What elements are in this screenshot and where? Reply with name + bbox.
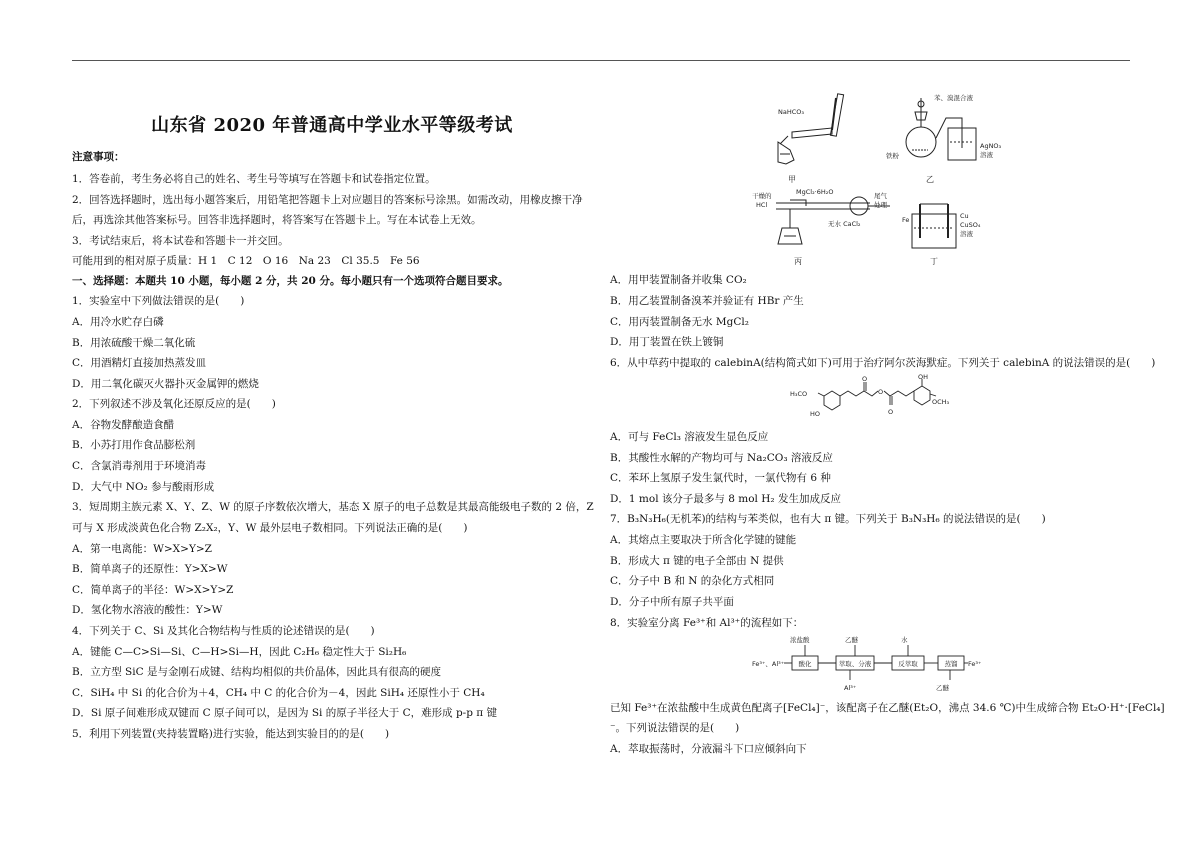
apparatus-yi [906, 98, 976, 160]
separation-flow [750, 632, 990, 694]
notice-item: 1．答卷前，考生务必将自己的姓名、考生号等填写在答题卡和试卷指定位置。 [72, 173, 436, 185]
apparatus-ding [912, 204, 956, 248]
question-line: 已知 Fe³⁺在浓盐酸中生成黄色配离子[FeCl₄]⁻，该配离子在乙醚(Et₂O，沸点 34.6 ℃)中生成缔合物 Et₂O·H⁺·[FeCl₄] [610, 702, 1165, 714]
mol-o-bottom: O [888, 408, 894, 416]
option-line: C．含氯消毒剂用于环境消毒 [72, 460, 207, 472]
atomic-mass-line: 可能用到的相对原子质量：H 1 C 12 O 16 Na 23 Cl 35.5 Fe 56 [72, 255, 420, 267]
yi-top-label: 苯、溴混合液 [934, 94, 973, 102]
bing-cacl2-label: 无水 CaCl₂ [828, 220, 861, 228]
bing-caption: 丙 [794, 257, 802, 266]
calebin-structure [780, 374, 960, 422]
bing-tail-label: 尾气 [874, 192, 887, 200]
yi-iron-label: 铁粉 [886, 152, 899, 160]
section-heading: 一、选择题：本题共 10 小题，每小题 2 分，共 20 分。每小题只有一个选项符合题目要求。 [72, 275, 509, 287]
option-line: A．用冷水贮存白磷 [72, 316, 164, 328]
option-line: B．简单离子的还原性：Y>X>W [72, 563, 228, 575]
question-line: 8．实验室分离 Fe³⁺和 Al³⁺的流程如下： [610, 617, 804, 629]
question-line: 3．短周期主族元素 X、Y、Z、W 的原子序数依次增大，基态 X 原子的电子总数是其最高能级电子数的 2 倍，Z [72, 501, 594, 513]
option-line: A．键能 C—C>Si—Si、C—H>Si—H，因此 C₂H₆ 稳定性大于 Si₂H₆ [72, 646, 407, 658]
ding-cu-label: Cu [960, 212, 969, 220]
option-line: D．分子中所有原子共平面 [610, 596, 734, 608]
jia-label: NaHCO₃ [778, 108, 804, 116]
question-line: 7．B₃N₃H₆(无机苯)的结构与苯类似，也有大 π 键。下列关于 B₃N₃H₆ 的说法错误的是( ) [610, 513, 1046, 525]
option-line: A．第一电离能：W>X>Y>Z [72, 543, 212, 555]
ding-solution-label: 溶液 [960, 230, 973, 238]
bing-tail-label: 处理 [874, 201, 887, 209]
question-line: ⁻。下列说法错误的是( ) [610, 722, 740, 734]
mol-och3-right: OCH₃ [932, 398, 950, 406]
option-line: D．用二氧化碳灭火器扑灭金属钾的燃烧 [72, 378, 259, 390]
option-line: B．用乙装置制备溴苯并验证有 HBr 产生 [610, 295, 804, 307]
flow-step-label: 酸化 [798, 660, 812, 668]
option-line: A．可与 FeCl₃ 溶液发生显色反应 [610, 431, 769, 443]
option-line: B．形成大 π 键的电子全部由 N 提供 [610, 555, 784, 567]
option-line: B．用浓硫酸干燥二氧化硫 [72, 337, 196, 349]
option-line: D．大气中 NO₂ 参与酸雨形成 [72, 481, 215, 493]
question-line: 可与 X 形成淡黄色化合物 Z₂X₂，Y、W 最外层电子数相同。下列说法正确的是( ) [72, 522, 468, 534]
option-line: D．用丁装置在铁上镀铜 [610, 336, 724, 348]
question-line: 1．实验室中下列做法错误的是( ) [72, 295, 245, 307]
flow-output: Fe³⁺ [968, 660, 982, 668]
option-line: B．其酸性水解的产物均可与 Na₂CO₃ 溶液反应 [610, 452, 833, 464]
option-line: C．简单离子的半径：W>X>Y>Z [72, 584, 234, 596]
question-line: 2．下列叙述不涉及氧化还原反应的是( ) [72, 398, 276, 410]
notice-item: 后，再选涂其他答案标号。回答非选择题时，将答案写在答题卡上。写在本试卷上无效。 [72, 214, 482, 226]
mol-oh-right: OH [918, 374, 929, 381]
bing-gas-label: HCl [756, 201, 768, 209]
option-line: B．小苏打用作食品膨松剂 [72, 439, 196, 451]
mol-o-bridge: O [878, 388, 884, 396]
apparatus-jia [778, 94, 844, 164]
yi-caption: 乙 [926, 175, 934, 184]
bing-mg-label: MgCl₂·6H₂O [796, 188, 834, 196]
benzene-ring-left [824, 391, 840, 410]
notice-item: 3．考试结束后，将本试卷和答题卡一并交回。 [72, 235, 289, 247]
flow-reagent-water: 水 [901, 636, 908, 644]
header-rule [72, 60, 1130, 61]
flow-reagent-ether: 乙醚 [845, 636, 858, 644]
option-line: A．其熔点主要取决于所含化学键的键能 [610, 534, 797, 546]
option-line: A．用甲装置制备并收集 CO₂ [610, 274, 747, 286]
option-line: D．1 mol 该分子最多与 8 mol H₂ 发生加成反应 [610, 493, 841, 505]
option-line: C．分子中 B 和 N 的杂化方式相同 [610, 575, 775, 587]
flow-reagent-hcl: 浓盐酸 [790, 636, 810, 644]
page-title: 山东省 2020 年普通高中学业水平等级考试 [151, 115, 513, 136]
flow-step-label: 蒸馏 [944, 660, 958, 668]
mol-left-group: H₃CO [790, 390, 808, 398]
flow-input: Fe³⁺、Al³⁺ [752, 660, 785, 668]
flow-out-al: Al³⁺ [844, 684, 857, 692]
flow-out-ether: 乙醚 [936, 684, 949, 692]
flow-step-label: 反萃取 [898, 660, 918, 668]
option-line: D．Si 原子间难形成双键而 C 原子间可以，是因为 Si 的原子半径大于 C，难形成 p-p π 键 [72, 707, 498, 719]
jia-caption: 甲 [788, 175, 796, 184]
ding-cuso4-label: CuSO₄ [960, 221, 981, 229]
notice-item: 2．回答选择题时，选出每小题答案后，用铅笔把答题卡上对应题目的答案标号涂黑。如需改动，用橡皮擦干净 [72, 194, 583, 206]
apparatus-figure [750, 88, 1010, 270]
option-line: C．苯环上氢原子发生氯代时，一氯代物有 6 种 [610, 472, 831, 484]
question-line: 5．利用下列装置(夹持装置略)进行实验，能达到实验目的的是( ) [72, 728, 390, 740]
option-line: D．氢化物水溶液的酸性：Y>W [72, 604, 223, 616]
option-line: C．SiH₄ 中 Si 的化合价为＋4，CH₄ 中 C 的化合价为－4，因此 SiH₄ 还原性小于 CH₄ [72, 687, 485, 699]
question-line: 4．下列关于 C、Si 及其化合物结构与性质的论述错误的是( ) [72, 625, 375, 637]
option-line: C．用丙装置制备无水 MgCl₂ [610, 316, 749, 328]
ding-fe-label: Fe [902, 216, 910, 224]
flow-step-label: 萃取、分液 [838, 660, 872, 668]
mol-o-top: O [862, 375, 868, 383]
question-line: 6．从中草药中提取的 calebinA(结构简式如下)可用于治疗阿尔茨海默症。下列关于 calebinA 的说法错误的是( ) [610, 357, 1156, 369]
option-line: B．立方型 SiC 是与金刚石成键、结构均相似的共价晶体，因此具有很高的硬度 [72, 666, 441, 678]
option-line: C．用酒精灯直接加热蒸发皿 [72, 357, 207, 369]
bing-gas-label: 干燥的 [752, 192, 772, 200]
ding-caption: 丁 [930, 257, 938, 266]
option-line: A．谷物发酵酿造食醋 [72, 419, 175, 431]
option-line: A．萃取振荡时，分液漏斗下口应倾斜向下 [610, 743, 807, 755]
benzene-ring-right [914, 386, 930, 405]
yi-solution-label: 溶液 [980, 151, 993, 159]
yi-agno3-label: AgNO₃ [980, 142, 1002, 150]
notice-heading: 注意事项： [72, 151, 125, 163]
mol-oh-left: HO [810, 410, 821, 418]
